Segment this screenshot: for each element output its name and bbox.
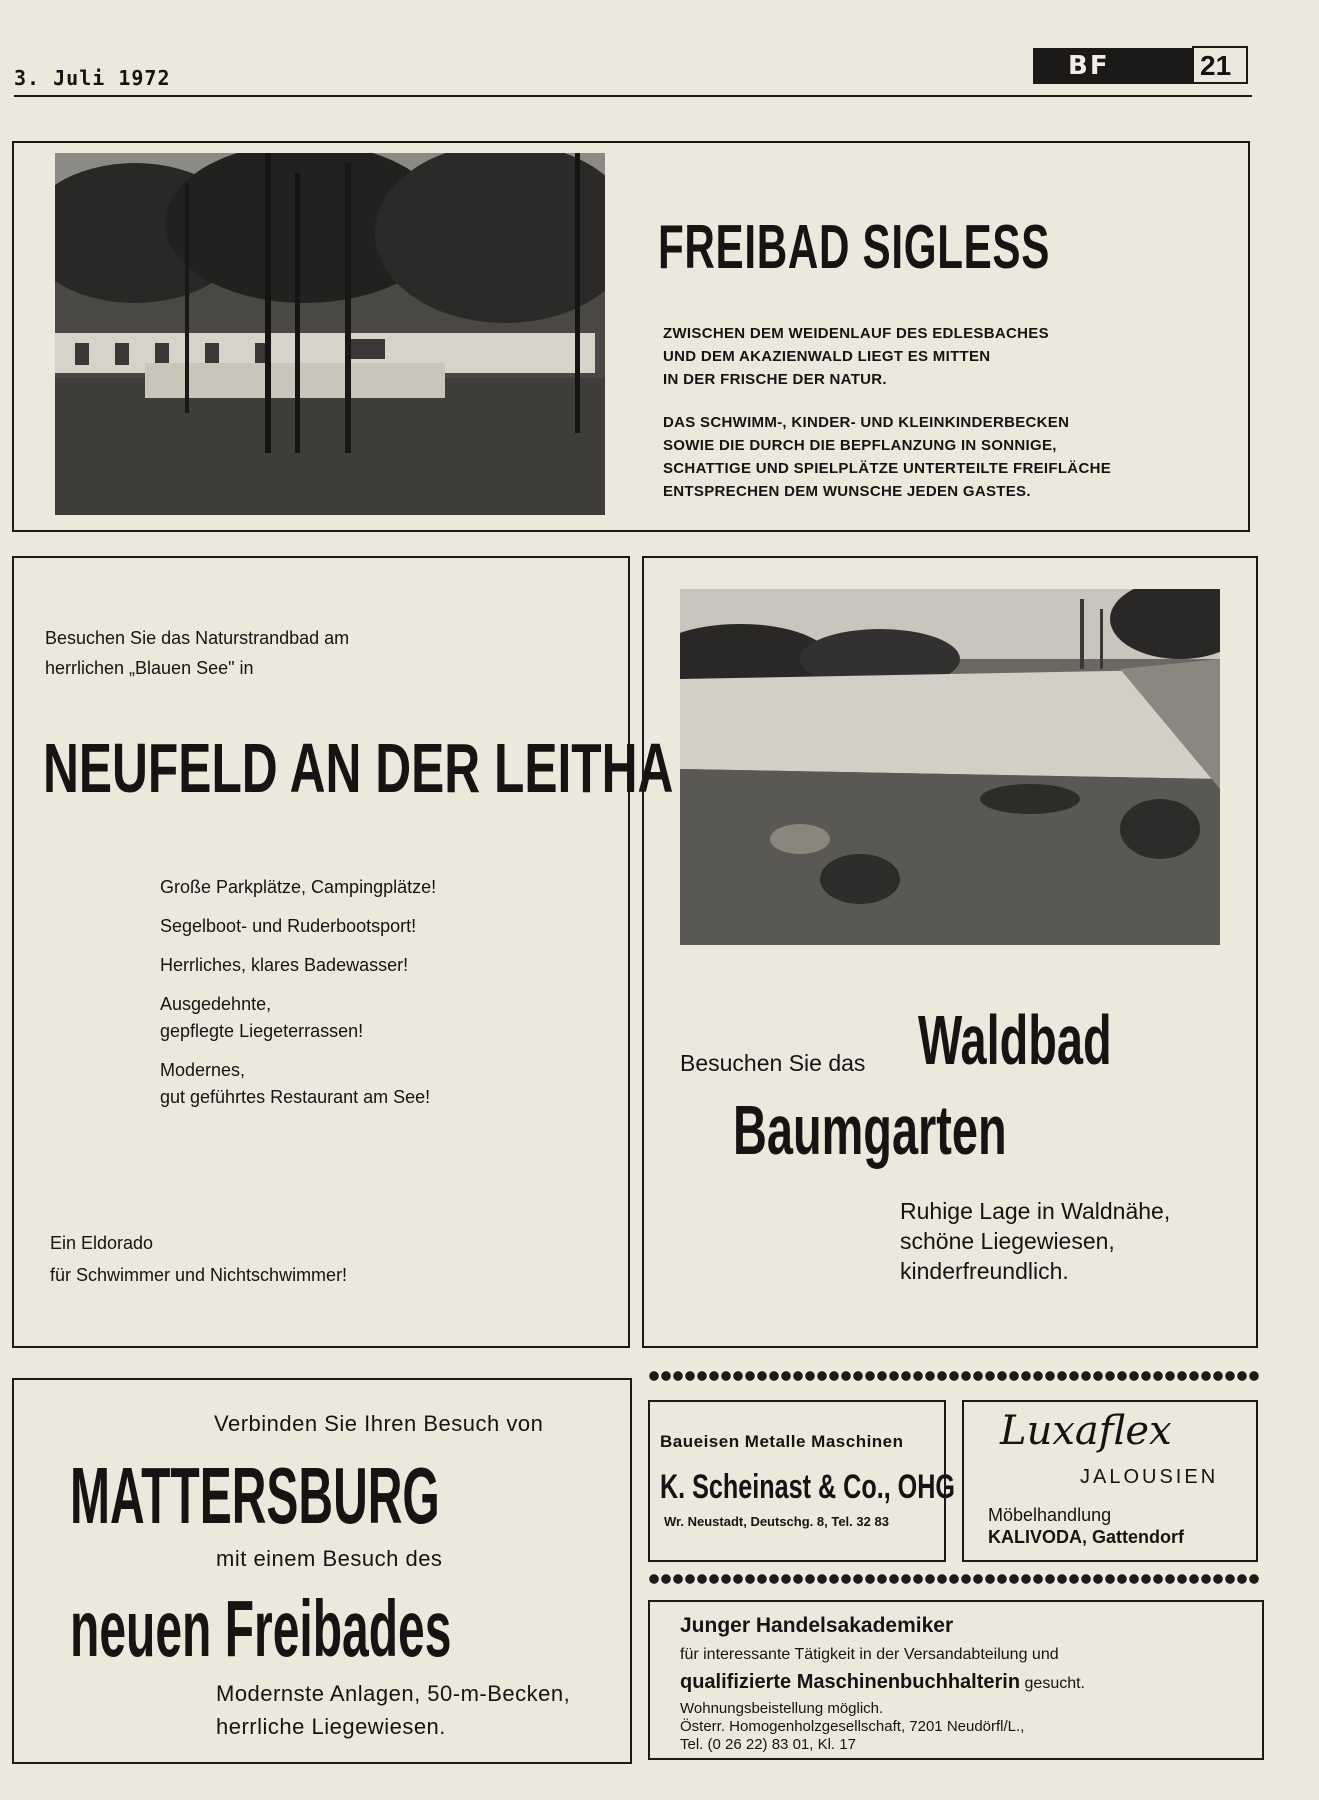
- page-number: 21: [1200, 50, 1232, 81]
- text-line: kinderfreundlich.: [900, 1258, 1069, 1284]
- mattersburg-line-2: mit einem Besuch des: [216, 1546, 443, 1571]
- feature-line: Segelboot- und Ruderbootsport!: [160, 916, 417, 936]
- waldbad-title-1: Waldbad: [918, 1001, 1112, 1079]
- text-line: herrlichen „Blauen See" in: [45, 658, 254, 678]
- waldbad-description: [900, 1196, 1170, 1286]
- feature-line: Ausgedehnte,: [160, 994, 272, 1014]
- text-line: Ein Eldorado: [50, 1233, 154, 1253]
- feature-line: gepflegte Liegeterrassen!: [160, 1021, 364, 1041]
- section-label: BF: [1068, 51, 1110, 81]
- luxaflex-line-2: KALIVODA, Gattendorf: [988, 1527, 1184, 1547]
- text-line: herrliche Liegewiesen.: [216, 1714, 446, 1739]
- job-contact: [680, 1700, 1024, 1754]
- text-line: Modernste Anlagen, 50-m-Becken,: [216, 1681, 571, 1706]
- text-line: SOWIE DIE DURCH DIE BEPFLANZUNG IN SONNIGE,: [663, 437, 1057, 454]
- dot-separator: [648, 1573, 1260, 1585]
- issue-date: 3. Juli 1972: [14, 66, 171, 90]
- freibad-title: FREIBAD SIGLESS: [658, 213, 1051, 282]
- mattersburg-title-2: neuen Freibades: [70, 1584, 452, 1673]
- text-line: IN DER FRISCHE DER NATUR.: [663, 371, 887, 388]
- header-rule: [14, 95, 1252, 97]
- scheinast-line-1: Baueisen Metalle Maschinen: [660, 1432, 904, 1451]
- mattersburg-title: MATTERSBURG: [70, 1451, 440, 1540]
- luxaflex-product: JALOUSIEN: [1080, 1466, 1219, 1488]
- text-line: schöne Liegewiesen,: [900, 1228, 1115, 1254]
- text-line: Ruhige Lage in Waldnähe,: [900, 1198, 1171, 1224]
- job-heading: Junger Handelsakademiker: [680, 1614, 954, 1637]
- text-line: Tel. (0 26 22) 83 01, Kl. 17: [680, 1736, 856, 1753]
- scheinast-address: Wr. Neustadt, Deutschg. 8, Tel. 32 83: [664, 1514, 889, 1529]
- job-position: qualifizierte Maschinenbuchhalterin: [680, 1671, 1021, 1693]
- job-line-1: für interessante Tätigkeit in der Versandabteilung und: [680, 1646, 1059, 1663]
- dot-separator: [648, 1370, 1260, 1382]
- section-box: [1033, 48, 1193, 84]
- text-line: Besuchen Sie das Naturstrandbad am: [45, 628, 350, 648]
- feature-line: gut geführtes Restaurant am See!: [160, 1087, 431, 1107]
- waldbad-lead: Besuchen Sie das: [680, 1050, 866, 1076]
- text-line: Wohnungsbeistellung möglich.: [680, 1700, 884, 1717]
- waldbad-title-2: Baumgarten: [733, 1091, 1007, 1169]
- text-line: UND DEM AKAZIENWALD LIEGT ES MITTEN: [663, 348, 991, 365]
- freibad-description-2: [663, 411, 1111, 503]
- freibad-description-1: [663, 322, 1049, 391]
- text-line: Österr. Homogenholzgesellschaft, 7201 Neudörfl/L.,: [680, 1718, 1025, 1735]
- luxaflex-brand-logo: Luxaflex: [1000, 1408, 1172, 1454]
- feature-line: Herrliches, klares Badewasser!: [160, 955, 409, 975]
- feature-line: Modernes,: [160, 1060, 246, 1080]
- text-line: SCHATTIGE UND SPIELPLÄTZE UNTERTEILTE FREIFLÄCHE: [663, 460, 1112, 477]
- neufeld-title: NEUFELD AN DER LEITHA: [43, 729, 674, 807]
- text-line: DAS SCHWIMM-, KINDER- UND KLEINKINDERBECKEN: [663, 414, 1070, 431]
- photo-freibad-building: [55, 153, 605, 515]
- neufeld-features: [160, 877, 436, 1108]
- mattersburg-description: [216, 1677, 570, 1743]
- mattersburg-line-1: Verbinden Sie Ihren Besuch von: [214, 1411, 544, 1436]
- job-suffix: gesucht.: [1024, 1675, 1085, 1692]
- job-line-2: [680, 1671, 1085, 1694]
- scheinast-name: K. Scheinast & Co., OHG: [660, 1468, 955, 1506]
- text-line: ENTSPRECHEN DEM WUNSCHE JEDEN GASTES.: [663, 483, 1031, 500]
- feature-line: Große Parkplätze, Campingplätze!: [160, 877, 437, 897]
- text-line: für Schwimmer und Nichtschwimmer!: [50, 1265, 348, 1285]
- photo-waldbad-crowd: [680, 589, 1220, 945]
- luxaflex-line-1: Möbelhandlung: [988, 1505, 1112, 1525]
- neufeld-outro: [50, 1227, 347, 1291]
- text-line: ZWISCHEN DEM WEIDENLAUF DES EDLESBACHES: [663, 325, 1049, 342]
- neufeld-intro: [45, 623, 349, 683]
